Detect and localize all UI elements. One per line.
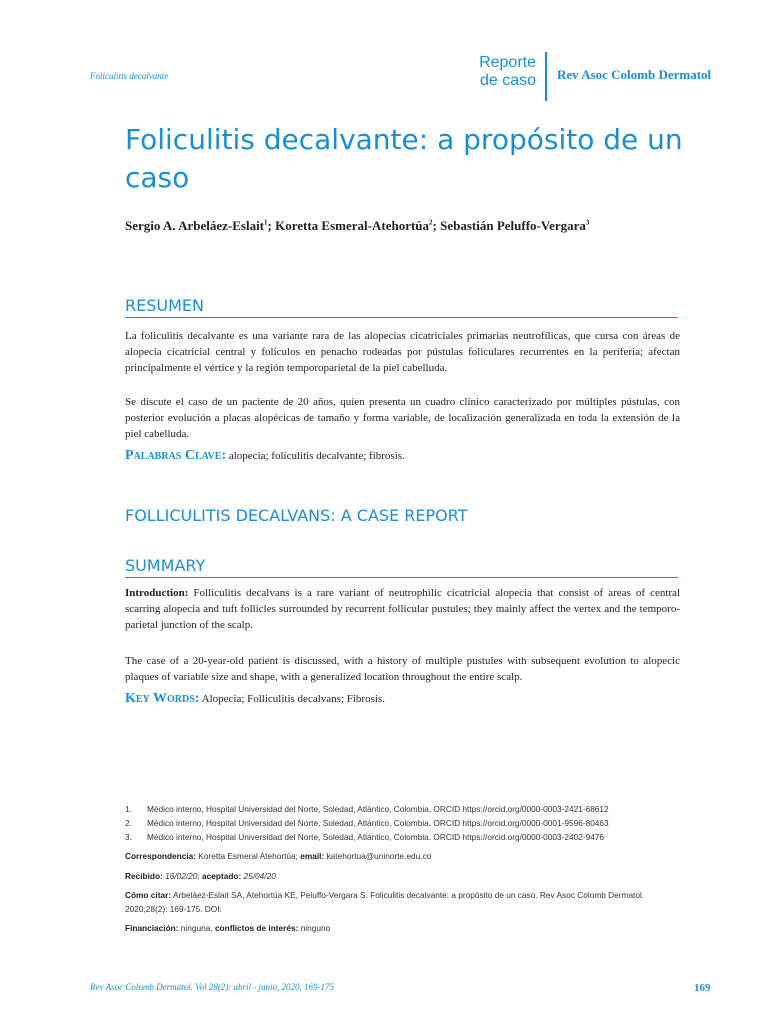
author-2-affil: 2 bbox=[429, 218, 433, 227]
introduction-label: Introduction: bbox=[125, 587, 189, 599]
key-words-label: Key Words: bbox=[125, 691, 200, 706]
footnote-item bbox=[125, 816, 685, 830]
summary-heading: SUMMARY bbox=[125, 556, 678, 578]
recibido-date: 16/02/20; bbox=[162, 870, 203, 881]
author-2: Koretta Esmeral-Atehortúa bbox=[275, 218, 430, 233]
footnote-number: 3. bbox=[125, 832, 132, 842]
email-address: katehortua@uninorte.edu.co bbox=[324, 851, 432, 861]
author-list bbox=[125, 218, 589, 234]
correspondence-name: Koretta Esmeral Atehortúa; bbox=[196, 851, 301, 861]
author-1: Sergio A. Arbeláez-Eslait bbox=[125, 218, 265, 233]
footer-citation: Rev Asoc Colomb Dermatol. Vol 28(2): abril - junio, 2020, 169-175 bbox=[90, 982, 335, 992]
summary-paragraph-2: The case of a 20-year-old patient is discussed, with a history of multiple pustules with subsequent evolution to alopecic plaques of variable size and shape, with a generalized location throughout the entire scalp. bbox=[125, 655, 680, 684]
conflicts-label: conflictos de interés: bbox=[214, 923, 299, 933]
resumen-paragraph-2: Se discute el caso de un paciente de 20 años, quien presenta un cuadro clínico caracterizado por múltiples pústulas, con posterior evolución a placas alopécicas de tamaño y forma variable, de localización generalizada en toda la extensión de la piel cabelluda. bbox=[125, 396, 680, 441]
aceptado-label: aceptado: bbox=[202, 870, 242, 881]
section-type-line1: Reporte bbox=[479, 54, 536, 71]
correspondence-line bbox=[125, 850, 685, 864]
article-title: Foliculitis decalvante: a propósito de un caso bbox=[125, 123, 683, 194]
footnote-item bbox=[125, 802, 685, 816]
funding-label: Financiación: bbox=[125, 923, 179, 933]
citation-label: Cómo citar: bbox=[125, 890, 172, 900]
author-3: Sebastián Peluffo-Vergara bbox=[440, 218, 586, 233]
resumen-heading: RESUMEN bbox=[125, 296, 678, 318]
aceptado-date: 25/04/20 bbox=[241, 870, 276, 881]
email-label: email: bbox=[300, 851, 325, 861]
key-words bbox=[125, 691, 385, 707]
author-separator: ; bbox=[267, 218, 276, 233]
running-title: Foliculitis decalvante bbox=[90, 71, 169, 81]
page-number: 169 bbox=[694, 982, 711, 994]
palabras-clave-text: alopecia; foliculitis decalvante; fibrosis. bbox=[226, 450, 405, 462]
palabras-clave-label: Palabras Clave: bbox=[125, 448, 227, 463]
author-separator: ; bbox=[432, 218, 441, 233]
summary-paragraph-1-text: Folliculitis decalvans is a rare variant of neutrophilic cicatricial alopecia that consist of areas of central scarring alopecia and tuft follicles surrounded by recurrent follicular pustules; they mainly affect the vertex and the temporo-parietal junction of the scalp. bbox=[125, 587, 680, 632]
footnote-number: 2. bbox=[125, 818, 132, 828]
footnote-text: Médico interno, Hospital Universidad del Norte, Soledad, Atlántico, Colombia. ORCID https://orcid.org/0000-0001-9596-80463 bbox=[147, 818, 609, 828]
header-divider bbox=[545, 52, 547, 101]
summary-paragraph-1 bbox=[125, 585, 680, 634]
citation-text: Arbeláez-Eslait SA, Atehortúa KE, Peluffo-Vergara S. Foliculitis decalvante: a propósito de un caso. Rev Asoc Colomb Dermatol. 2020;28(2): 169-175. DOI: bbox=[125, 890, 645, 914]
funding-line bbox=[125, 922, 685, 936]
footnote-number: 1. bbox=[125, 804, 132, 814]
section-type-line2: de caso bbox=[479, 72, 536, 89]
citation-line bbox=[125, 889, 685, 916]
author-1-affil: 1 bbox=[264, 218, 268, 227]
key-words-text: Alopecia; Folliculitis decalvans; Fibrosis. bbox=[199, 693, 385, 705]
funding-value: ninguna, bbox=[178, 923, 215, 933]
footnote-item bbox=[125, 830, 685, 844]
footnote-text: Médico interno, Hospital Universidad del Norte, Soledad, Atlántico, Colombia. ORCID https://orcid.org/0000-0003-2402-9476 bbox=[147, 832, 605, 842]
correspondence-label: Correspondencia: bbox=[125, 851, 196, 861]
author-3-affil: 3 bbox=[585, 218, 590, 227]
resumen-paragraph-1: La foliculitis decalvante es una variante rara de las alopecias cicatriciales primarias neutrofílicas, que cursa con áreas de alopecia cicatricial central y folículos en penacho rodeadas por pústulas foliculares recurrentes en la periferia; afectan principalmente el vértice y la región temporoparietal de la piel cabelluda. bbox=[125, 330, 680, 375]
english-title: FOLLICULITIS DECALVANS: A CASE REPORT bbox=[125, 506, 468, 525]
palabras-clave bbox=[125, 448, 405, 464]
dates-line bbox=[125, 870, 685, 884]
section-type-label bbox=[460, 54, 536, 90]
footnotes bbox=[125, 802, 685, 936]
footnote-text: Médico interno, Hospital Universidad del Norte, Soledad, Atlántico, Colombia. ORCID https://orcid.org/0000-0003-2421-68612 bbox=[147, 804, 609, 814]
conflicts-value: ninguno bbox=[298, 923, 331, 933]
journal-name: Rev Asoc Colomb Dermatol bbox=[557, 67, 712, 82]
recibido-label: Recibido: bbox=[125, 870, 163, 881]
